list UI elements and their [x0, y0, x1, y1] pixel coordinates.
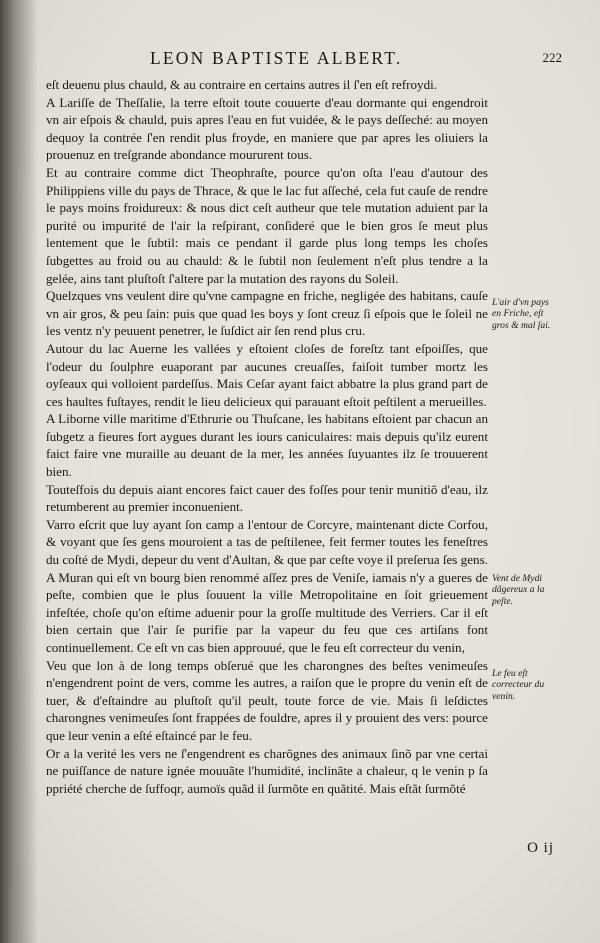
paragraph-1: eſt deuenu plus chauld, & au contraire en certains autres il ſ'en eſt refroydi. — [46, 77, 438, 92]
paragraph-6: A Liborne ville maritime d'Ethrurie ou Thuſcane, les habitans eſtoient par chacun an ſubgetz a fieures fort aygues durant les iours caniculaires: mais depuis qu'ilz eurent faict faire vne muraille au deuant de la mer, les années ſuyuantes ilz ſe trouuerent bien. — [46, 411, 488, 480]
margin-note-air: L'air d'vn pays en Friche, eſt gros & mal ſai. — [492, 297, 551, 331]
gutter-shadow — [0, 0, 38, 943]
paragraph-5: Autour du lac Auerne les vallées y eſtoient cloſes de foreſtz tant eſpoiſſes, que l'odeur du ſoulphre euaporant par aucunes creuaſſes, faiſoit tumber mortz les oyſeaux qui volloient pardeſſus. Mais Ceſar ayant faict abbatre la plus grand part de ces haultes fuſtayes, rendit le lieu delicieux qui parauant eſtoit peſtilent a merueilles. — [46, 340, 488, 409]
margin-note-vent: Vent de Mydi dãgereux a la peſte. — [492, 573, 545, 607]
paragraph-4: Quelzques vns veulent dire qu'vne campagne en friche, negligée des habitans, cauſe vn air gros, & peu ſain: puis que quad les boys y ſont creuz ſi eſpois que le ſoleil ne les ventz n'y peuuent penetrer, le ſuſdict air ſen rend plus cru. — [46, 288, 488, 339]
paragraph-10: Veu que lon à de long temps obſerué que les charongnes des beſtes venimeuſes n'engendrent point de vers, comme les autres, a raiſon que le propre du venin eſt de tuer, & d'eſtaindre au pluſtoſt qu'il peult, toute force de vie. Mais ſi leſdictes charongnes venimeuſes ſont frappées de fouldre, apres il y prouient des vers: pource que leur venin a eſté eſtaincé par le feu. — [46, 657, 488, 743]
page-header — [150, 48, 570, 72]
paragraph-7: Touteſfois du depuis aiant encores faict cauer des foſſes pour tenir munitiõ d'eau, ilz retumberent au premier inconuenient. — [46, 481, 488, 515]
paragraph-11: Or a la verité les vers ne ſ'engendrent es charõgnes des animaux ſinõ par vne certai ne puiſſance de nature ignée mouuãte l'humidité, inclinãte a chaleur, q le venin p ſa ppriété cherche de ſuffoqr, aumoïs quãd il ſurmõte en quãtité. Mais eſtãt ſurmõté — [46, 745, 488, 796]
paragraph-8: Varro eſcrit que luy ayant ſon camp a l'entour de Corcyre, maintenant dicte Corfou, & voyant que ſes gens mouroient a tas de peſtilenee, feit fermer toutes les feneſtres du coſté de Mydi, depeur du vent d'Aultan, & que par ceſte voye il preſerua ſes gens. — [46, 516, 488, 568]
page-number: 222 — [542, 50, 562, 65]
paragraph-2: A Lariſſe de Theſſalie, la terre eſtoit toute couuerte d'eau dormante qui engendroit vn air eſpois & chauld, puis apres l'eau en fut vuidée, & le pays deſſeché: au moyen dequoy la contrée ſ'en rendit plus froyde, en maniere que par apres les oliuiers la prouenuz en treſgrande abondance moururent tous. — [46, 94, 488, 163]
paragraph-3: Et au contraire comme dict Theophraſte, pource qu'on oſta l'eau d'autour des Philippiens ville du pays de Thrace, & que le lac fut aſſeché, cela fut cauſe de rendre le pays moins froidureux: & nous dict ceſt autheur que tele mutation aduient par la purité ou impurité de l'air la reſpirant, conſideré que le bien gros ſe meut plus lentement que le ſubtil: mais ce pendant il garde plus long temps les choſes ſubgettes au froid ou au chauld: & le ſubtil non ſeulement n'eſt plus tendre a la gelée, ains tant pluſtoſt ſ'altere par la mutation des rayons du Soleil. — [46, 164, 488, 286]
body-text — [46, 76, 488, 797]
paragraph-9: A Muran qui eſt vn bourg bien renommé aſſez pres de Veniſe, iamais n'y a gueres de peſte, combien que le plus ſouuent la ville Metropolitaine en ſoit grieuement infeſtée, choſe qu'on eſtime aduenir pour la groſſe multitude des Verriers. Car il eſt bien certain que l'air ſe purifie par la vapeur du feu que ces artiſans font continuellement. Ce eſt vn cas bien approuué, que le feu eſt correcteur du venin, — [46, 569, 488, 655]
running-head: LEON BAPTISTE ALBERT. — [150, 48, 403, 68]
signature-mark: O ij — [527, 840, 554, 856]
margin-note-feu: Le feu eſt correcteur du venin. — [492, 668, 545, 702]
